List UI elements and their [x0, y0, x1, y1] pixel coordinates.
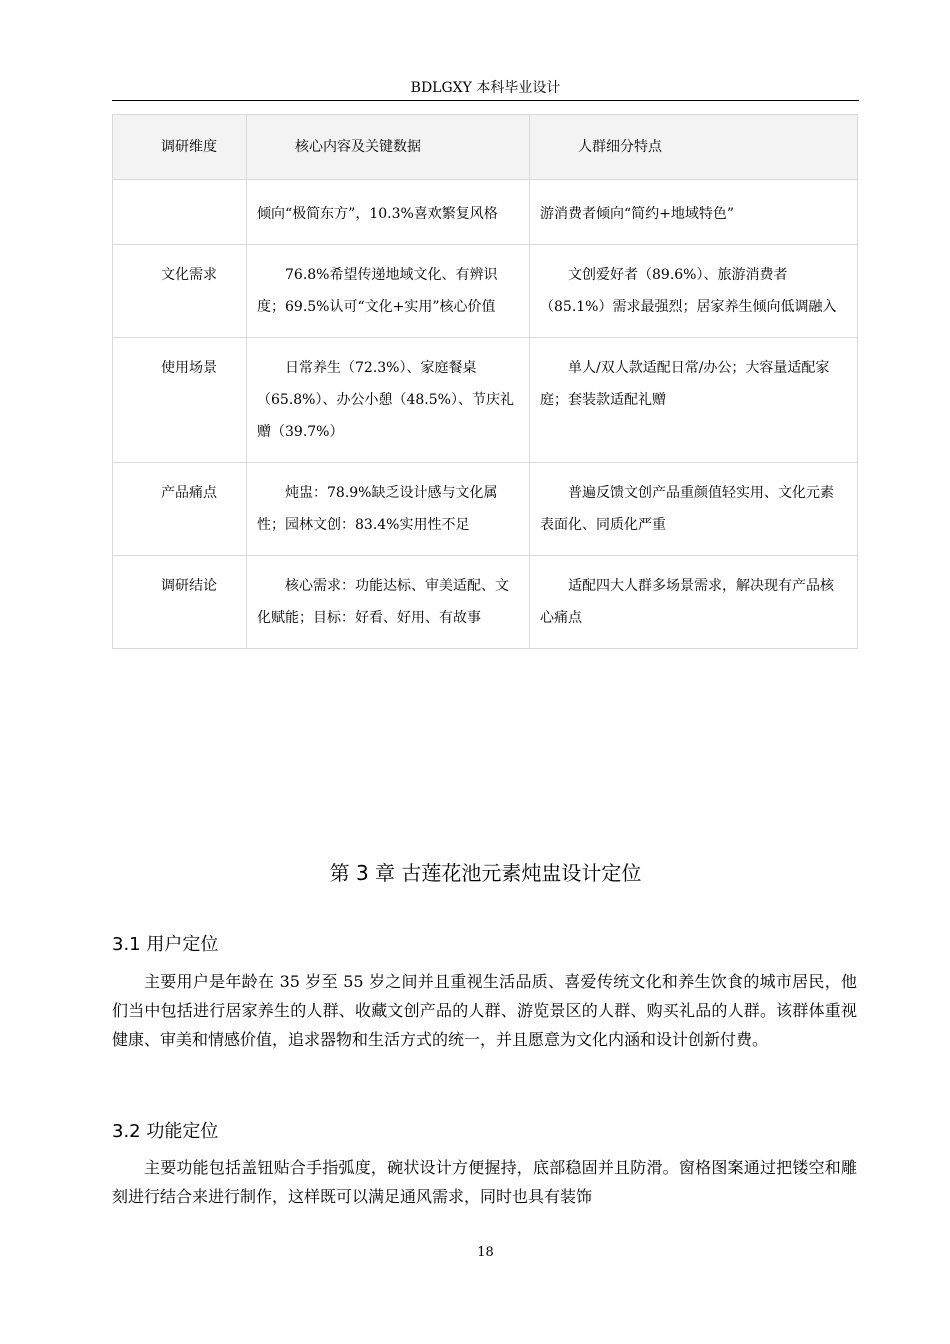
table-cell-groups: 单人/双人款适配日常/办公；大容量适配家庭；套装款适配礼赠 [530, 338, 858, 463]
table-cell-dimension [113, 180, 247, 245]
chapter-title: 第 3 章 古莲花池元素炖盅设计定位 [329, 861, 642, 885]
table-header-content: 核心内容及关键数据 [247, 115, 530, 180]
section-heading-function-positioning: 3.2 功能定位 [112, 1121, 219, 1142]
table-header-row [113, 115, 858, 180]
table-cell-content: 炖盅：78.9%缺乏设计感与文化属性；园林文创：83.4%实用性不足 [247, 463, 530, 556]
table-row-continuation [113, 180, 858, 245]
table-cell-dimension: 产品痛点 [113, 463, 247, 556]
table-row [113, 245, 858, 338]
table-cell-dimension: 文化需求 [113, 245, 247, 338]
page-header: BDLGXY 本科毕业设计 [112, 78, 859, 101]
table-cell-content: 核心需求：功能达标、审美适配、文化赋能；目标：好看、好用、有故事 [247, 556, 530, 649]
table-cell-content: 76.8%希望传递地域文化、有辨识度；69.5%认可“文化+实用”核心价值 [247, 245, 530, 338]
table-row [113, 556, 858, 649]
section-paragraph-user-positioning: 主要用户是年龄在 35 岁至 55 岁之间并且重视生活品质、喜爱传统文化和养生饮食的城市居民，他们当中包括进行居家养生的人群、收藏文创产品的人群、游览景区的人群、购买礼品的人群。该群体重视健康、审美和情感价值，追求器物和生活方式的统一，并且愿意为文化内涵和设计创新付费。 [112, 972, 857, 1049]
survey-table [112, 114, 858, 649]
table-cell-groups: 普遍反馈文创产品重颜值轻实用、文化元素表面化、同质化严重 [530, 463, 858, 556]
section-heading-user-positioning: 3.1 用户定位 [112, 934, 219, 955]
table-row [113, 338, 858, 463]
table-header-dimension: 调研维度 [113, 115, 247, 180]
table-cell-content: 倾向“极简东方”，10.3%喜欢繁复风格 [247, 180, 530, 245]
page-number: 18 [477, 1245, 494, 1260]
table-cell-dimension: 使用场景 [113, 338, 247, 463]
section-paragraph-function-positioning: 主要功能包括盖钮贴合手指弧度，碗状设计方便握持，底部稳固并且防滑。窗格图案通过把镂空和雕刻进行结合来进行制作，这样既可以满足通风需求，同时也具有装饰 [112, 1158, 857, 1206]
table-row [113, 463, 858, 556]
table-cell-content: 日常养生（72.3%）、家庭餐桌（65.8%）、办公小憩（48.5%）、节庆礼赠（39.7%） [247, 338, 530, 463]
table-cell-dimension: 调研结论 [113, 556, 247, 649]
table-cell-groups: 游消费者倾向“简约+地域特色” [530, 180, 858, 245]
table-cell-groups: 文创爱好者（89.6%）、旅游消费者（85.1%）需求最强烈；居家养生倾向低调融入 [530, 245, 858, 338]
table-cell-groups: 适配四大人群多场景需求，解决现有产品核心痛点 [530, 556, 858, 649]
table-header-groups: 人群细分特点 [530, 115, 858, 180]
